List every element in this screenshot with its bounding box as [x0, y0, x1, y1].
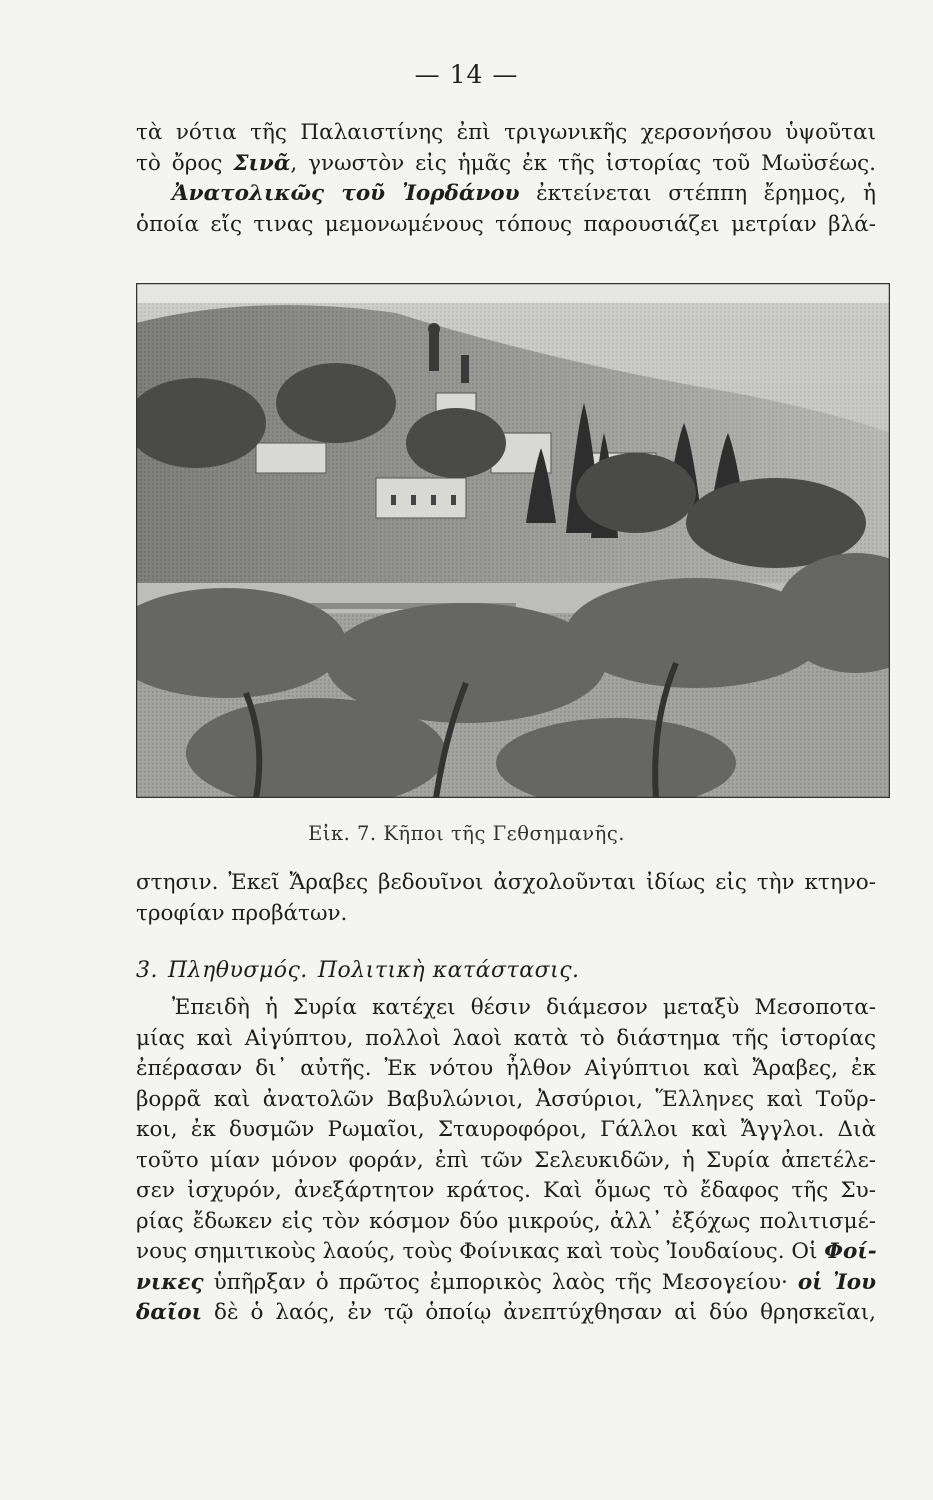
emphasis-jews-cont: δαῖοι — [136, 1300, 203, 1325]
text-line: Ἀνατολικῶς τοῦ Ἰορδάνου ἐκτείνεται στέππη ἔρημος, ἡ — [172, 181, 876, 206]
text-line: μίας καὶ Αἰγύπτου, πολλοὶ λαοὶ κατὰ τὸ διάστημα τῆς ἱστορίας — [136, 1025, 876, 1051]
text-line: νικες ὑπῆρξαν ὁ πρῶτος ἐμπορικὸς λαὸς τῆς Μεσογείου· οἱ Ἰου — [136, 1269, 877, 1295]
section-title-b: Πολιτικὴ κατάστασις. — [317, 958, 580, 983]
figure-photo-gethsemane — [136, 283, 890, 798]
text-line: τοῦτο μίαν μόνον φοράν, ἐπὶ τῶν Σελευκιδῶν, ἡ Συρία ἀπετέλε- — [136, 1147, 876, 1173]
emphasis-east-jordan: Ἀνατολικῶς τοῦ Ἰορδάνου — [172, 181, 520, 206]
text-line: ὁποία εἴς τινας μεμονωμένους τόπους παρουσιάζει μετρίαν βλά- — [136, 211, 876, 237]
paragraph-1 — [136, 118, 876, 240]
text-line: ἐπέρασαν δι᾽ αὐτῆς. Ἐκ νότου ἦλθον Αἰγύπτιοι καὶ Ἄραβες, ἐκ — [136, 1056, 876, 1081]
text-line: Ἐπειδὴ ἡ Συρία κατέχει θέσιν διάμεσον μεταξὺ Μεσοποτα- — [172, 995, 876, 1020]
paragraph-3 — [136, 993, 876, 1329]
emphasis-phoenicians-cont: νικες — [136, 1269, 204, 1295]
text-line: νους σημιτικοὺς λαούς, τοὺς Φοίνικας καὶ τοὺς Ἰουδαίους. Οἱ Φοί- — [136, 1239, 877, 1264]
section-number: 3. — [136, 958, 158, 983]
landscape-photo — [136, 283, 890, 798]
page-number: — 14 — — [414, 60, 519, 89]
emphasis-sinai: Σινᾶ — [233, 150, 291, 176]
text-line: στησιν. Ἐκεῖ Ἄραβες βεδουῖνοι ἀσχολοῦνται ἰδίως εἰς τὴν κτηνο- — [136, 870, 876, 895]
paragraph-2 — [136, 868, 876, 929]
text-line: τὸ ὄρος Σινᾶ, γνωστὸν εἰς ἡμᾶς ἐκ τῆς ἱστορίας τοῦ Μωϋσέως. — [136, 150, 876, 176]
text-line: σεν ἰσχυρόν, ἀνεξάρτητον κράτος. Καὶ ὅμως τὸ ἔδαφος τῆς Συ- — [136, 1178, 876, 1203]
text-line: δαῖοι δὲ ὁ λαός, ἐν τῷ ὁποίῳ ἀνεπτύχθησαν αἱ δύο θρησκεῖαι, — [136, 1300, 876, 1325]
figure-caption: Εἰκ. 7. Κῆποι τῆς Γεθσημανῆς. — [308, 822, 625, 845]
section-heading — [136, 958, 580, 983]
emphasis-jews: οἱ Ἰου — [797, 1269, 877, 1295]
text-line: ρίας ἔδωκεν εἰς τὸν κόσμον δύο μικρούς, ἀλλ᾽ ἐξόχως πολιτισμέ- — [136, 1208, 876, 1234]
section-title-a: Πληθυσμός. — [168, 958, 308, 983]
emphasis-phoenicians: Φοί- — [824, 1239, 877, 1264]
text-line: τροφίαν προβάτων. — [136, 900, 348, 926]
text-line: βορρᾶ καὶ ἀνατολῶν Βαβυλώνιοι, Ἀσσύριοι, Ἕλληνες καὶ Τοῦρ- — [136, 1086, 876, 1112]
text-line: τὰ νότια τῆς Παλαιστίνης ἐπὶ τριγωνικῆς χερσονήσου ὑψοῦται — [136, 120, 876, 145]
text-line: κοι, ἐκ δυσμῶν Ρωμαῖοι, Σταυροφόροι, Γάλλοι καὶ Ἄγγλοι. Διὰ — [136, 1117, 876, 1142]
